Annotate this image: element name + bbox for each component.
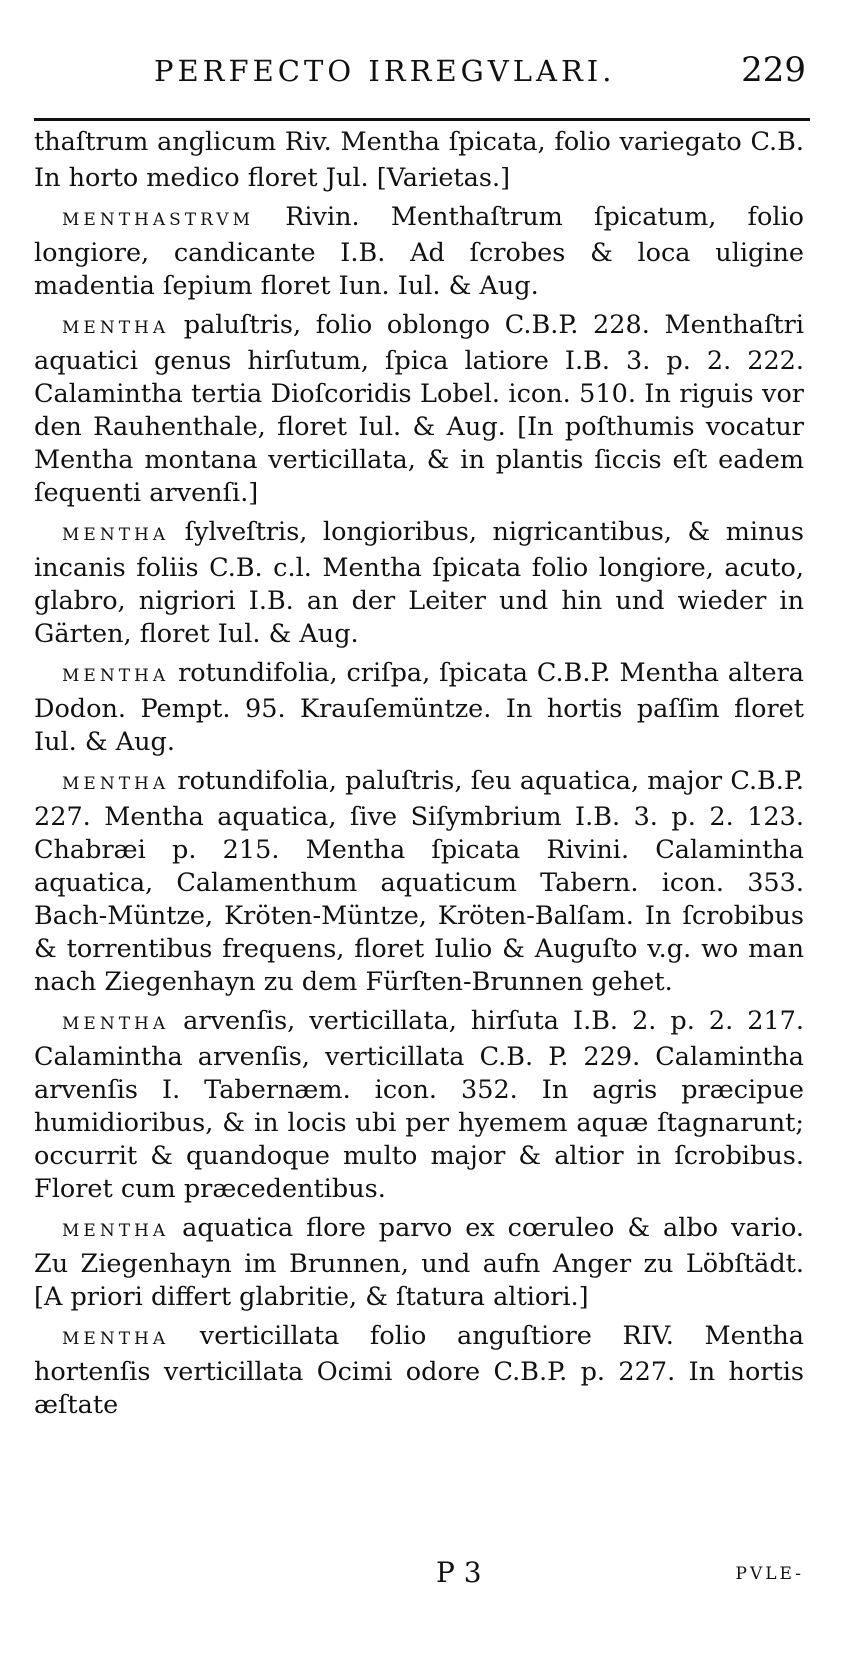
entry-text: aquatica flore parvo ex cœruleo & albo vario. Zu Ziegenhayn im Brunnen, und aufn Anger zu Löbſtädt. [A priori differt glabritie, & ſtatura altiori.] (34, 1213, 804, 1312)
entry-text: thaſtrum anglicum Riv. Mentha ſpicata, folio variegato C.B. In horto medico floret Jul. [Varietas.] (34, 127, 804, 193)
entry-text: ſylveſtris, longioribus, nigricantibus, & minus incanis foliis C.B. c.l. Mentha ſpicata folio longiore, acuto, glabro, nigriori I.B. an der Leiter und hin und wieder in Gärten, floret Iul. & Aug. (34, 517, 804, 649)
entry-lead: MENTHA (62, 774, 170, 794)
entry-text: Rivin. Menthaſtrum ſpicatum, folio longiore, candicante I.B. Ad ſcrobes & loca uligine madentia ſepium floret Iun. Iul. & Aug. (34, 202, 804, 301)
entry-text: rotundifolia, criſpa, ſpicata C.B.P. Mentha altera Dodon. Pempt. 95. Krauſemüntze. In hortis paſſim floret Iul. & Aug. (34, 658, 805, 757)
entry-text: rotundifolia, paluſtris, ſeu aquatica, major C.B.P. 227. Mentha aquatica, ſive Siſymbrium I.B. 3. p. 2. 123. Chabræi p. 215. Mentha ſpicata Rivini. Calamintha aquatica, Calamenthum aquaticum Tabern. icon. 353. Bach-Müntze, Kröten-Müntze, Kröten-Balſam. In ſcrobibus & torrentibus frequens, floret Iulio & Auguſto v.g. wo man nach Ziegenhayn zu dem Fürſten-Brunnen gehet. (34, 766, 804, 997)
header-rule (34, 118, 810, 121)
entry-text: verticillata folio anguſtiore RIV. Mentha hortenſis verticillata Ocimi odore C.B.P. p. 227. In hortis æſtate (34, 1321, 805, 1420)
entry-lead: MENTHA (62, 1014, 170, 1034)
signature-mark: P 3 (436, 1556, 482, 1589)
paragraph (34, 201, 804, 303)
page-header (34, 50, 810, 98)
paragraph (34, 1005, 804, 1206)
paragraph (34, 309, 804, 510)
body-text (34, 126, 804, 1428)
paragraph (34, 765, 804, 999)
running-title: PERFECTO IRREGVLARI. (154, 54, 616, 88)
paragraph (34, 1320, 804, 1422)
page-footer (34, 1556, 810, 1596)
entry-lead: MENTHA (62, 666, 170, 686)
paragraph (34, 126, 804, 195)
entry-lead: MENTHA (62, 1329, 170, 1349)
page-number: 229 (741, 50, 806, 90)
paragraph (34, 1212, 804, 1314)
catchword: PVLE- (735, 1564, 804, 1584)
paragraph (34, 657, 804, 759)
paragraph (34, 516, 804, 651)
entry-text: arvenſis, verticillata, hirſuta I.B. 2. p. 2. 217. Calamintha arvenſis, verticillata C.B. P. 229. Calamintha arvenſis I. Tabernæm. icon. 352. In agris præcipue humidioribus, & in locis ubi per hyemem aquæ ſtagnarunt; occurrit & quandoque multo major & altior in ſcrobibus. Floret cum præcedentibus. (34, 1006, 805, 1204)
entry-lead: MENTHA (62, 318, 170, 338)
entry-lead: MENTHA (62, 525, 170, 545)
entry-lead: MENTHASTRVM (62, 210, 254, 230)
entry-text: paluſtris, folio oblongo C.B.P. 228. Menthaſtri aquatici genus hirſutum, ſpica latiore I.B. 3. p. 2. 222. Calamintha tertia Dioſcoridis Lobel. icon. 510. In riguis vor den Rauhenthale, floret Iul. & Aug. [In poſthumis vocatur Mentha montana verticillata, & in plantis ſiccis eſt eadem ſequenti arvenſi.] (34, 310, 804, 508)
entry-lead: MENTHA (62, 1221, 170, 1241)
